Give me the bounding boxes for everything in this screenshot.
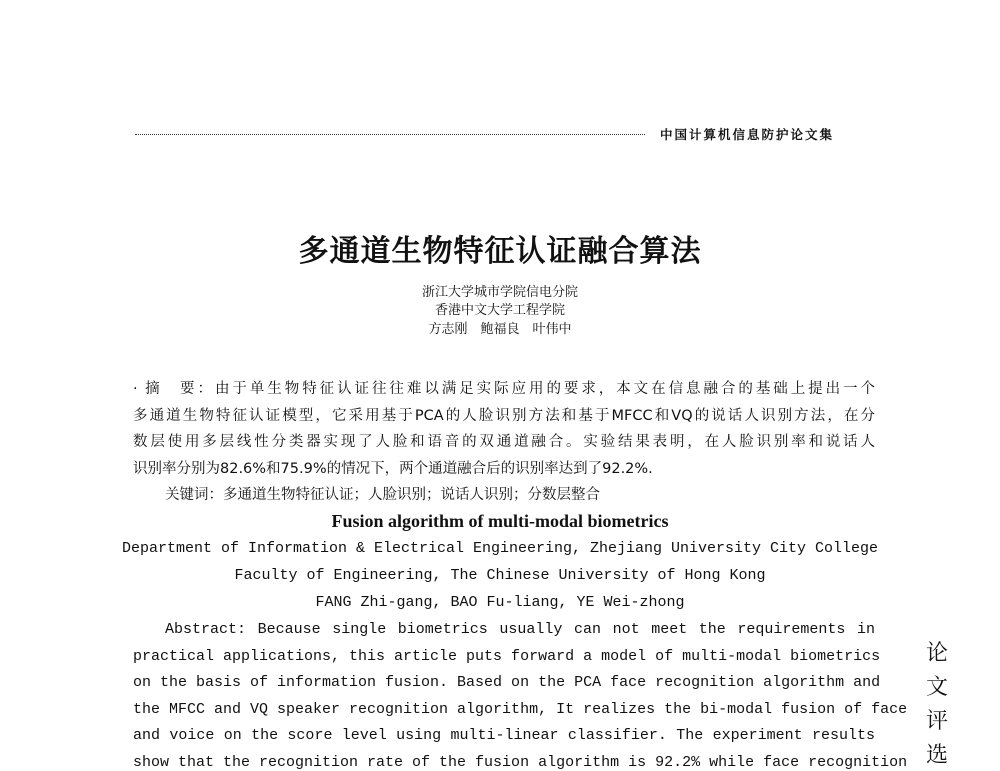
abstract-en-line: the MFCC and VQ speaker recognition algorithm, It realizes the bi-modal fusion of face	[133, 701, 908, 718]
authors-cn: 方志刚 鲍福良 叶伟中	[428, 322, 572, 337]
authors-en: FANG Zhi-gang, BAO Fu-liang, YE Wei-zhong	[315, 594, 685, 611]
side-label-char: 评	[926, 709, 949, 734]
abstract-cn-line: 识别率分别为82.6%和75.9%的情况下，两个通道融合后的识别率达到了92.2%.	[133, 461, 653, 477]
abstract-en-line: Abstract: Because single biometrics usually can not meet the requirements in	[165, 621, 875, 638]
side-label-char: 文	[926, 675, 949, 700]
abstract-cn-line: 数层使用多层线性分类器实现了人脸和语音的双通道融合。实验结果表明，在人脸识别率和说话人	[133, 434, 875, 450]
side-label-char: 选	[926, 743, 949, 768]
keywords-cn: 关键词：多通道生物特征认证；人脸识别；说话人识别；分数层整合	[165, 487, 600, 503]
side-label-char: 论	[926, 641, 949, 666]
affiliation-cn-1: 浙江大学城市学院信电分院	[421, 285, 578, 300]
affiliation-en-2: Faculty of Engineering, The Chinese University of Hong Kong	[234, 567, 766, 584]
journal-header: 中国计算机信息防护论文集	[660, 127, 835, 142]
abstract-en-line: practical applications, this article puts forward a model of multi-modal biometrics	[133, 648, 881, 665]
abstract-en-line: show that the recognition rate of the fusion algorithm is 92.2% while face recognition	[133, 754, 908, 771]
abstract-en-line: and voice on the score level using multi-linear classifier. The experiment results	[133, 727, 875, 744]
abstract-cn-line: · 摘 要：由于单生物特征认证往往难以满足实际应用的要求，本文在信息融合的基础上提出一个	[133, 381, 875, 397]
paper-title-cn: 多通道生物特征认证融合算法	[298, 234, 702, 269]
paper-title-en: Fusion algorithm of multi-modal biometrics	[331, 511, 669, 531]
abstract-cn-line: 多通道生物特征认证模型，它采用基于PCA的人脸识别方法和基于MFCC和VQ的说话人识别方法，在分	[133, 408, 875, 424]
affiliation-cn-2: 香港中文大学工程学院	[434, 303, 565, 318]
header-dotted-rule	[135, 134, 645, 135]
affiliation-en-1: Department of Information & Electrical Engineering, Zhejiang University City College	[121, 540, 879, 557]
abstract-en-line: on the basis of information fusion. Based on the PCA face recognition algorithm and	[133, 674, 881, 691]
